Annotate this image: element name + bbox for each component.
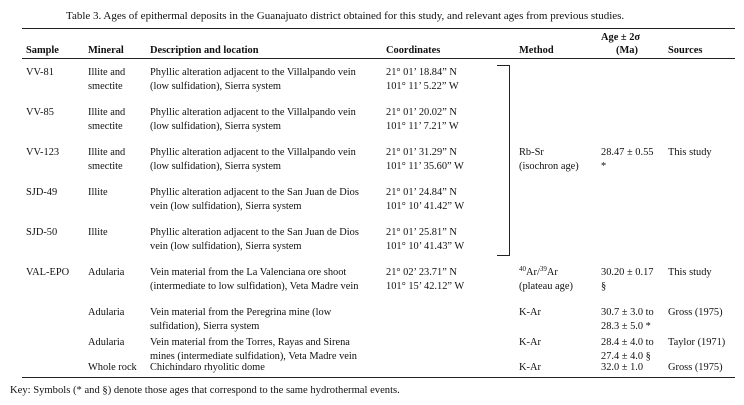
cell-coordinates: 21° 01’ 31.29” N [386,147,457,158]
header-age-unit: (Ma) [616,45,638,56]
cell-sample: SJD-50 [26,227,58,238]
cell-sample: VV-123 [26,147,60,158]
cell-coordinates: 101° 11’ 35.60” W [386,160,464,172]
cell-coordinates: 101° 15’ 42.12” W [386,280,465,292]
cell-description: Phyllic alteration adjacent to the San Juan de Dios [150,227,359,238]
header-rule [22,58,735,59]
cell-age: 28.4 ± 4.0 to [601,337,654,348]
cell-source: Taylor (1971) [668,337,726,348]
cell-mineral: Illite [88,227,108,238]
cell-method: (plateau age) [519,280,573,292]
cell-coordinates: 101° 11’ 7.21” W [386,120,459,132]
bracket-line [509,65,510,256]
cell-mineral: Adularia [88,337,125,348]
cell-age: § [601,280,607,292]
cell-source: Gross (1975) [668,362,723,373]
cell-description: Chichíndaro rhyolitic dome [150,362,265,373]
cell-description: vein (low sulfidation), Sierra system [150,200,302,212]
header-coordinates: Coordinates [386,45,441,56]
isotope-superscript: 40 [519,265,526,273]
cell-mineral: Illite and [88,107,126,118]
cell-mineral: Illite and [88,67,126,78]
cell-description: Vein material from the Torres, Rayas and Sirena [150,337,350,348]
method-text: Ar [546,267,558,278]
cell-age: 30.7 ± 3.0 to [601,307,654,318]
cell-coordinates: 101° 10’ 41.42” W [386,200,465,212]
cell-description: Phyllic alteration adjacent to the Villalpando vein [150,67,356,78]
cell-description: sulfidation), Sierra system [150,320,260,332]
cell-description: Phyllic alteration adjacent to the San Juan de Dios [150,187,359,198]
cell-mineral: Whole rock [88,362,137,373]
cell-method: K-Ar [519,362,541,373]
isotope-superscript: 39 [539,265,547,273]
cell-description: Phyllic alteration adjacent to the Villalpando vein [150,147,356,158]
cell-description: (low sulfidation), Sierra system [150,80,282,92]
header-method: Method [519,45,554,56]
cell-sample: VV-85 [26,107,54,118]
method-text: Ar/ [526,267,540,278]
cell-method [519,266,558,280]
cell-age: 27.4 ± 4.0 § [601,350,651,362]
cell-source: Gross (1975) [668,307,723,318]
header-sample: Sample [26,45,59,56]
cell-mineral: smectite [88,80,123,92]
cell-age: 32.0 ± 1.0 [601,362,644,373]
cell-coordinates: 21° 01’ 25.81” N [386,227,457,238]
cell-age: 30.20 ± 0.17 [601,267,654,278]
cell-mineral: Illite and [88,147,126,158]
cell-coordinates: 21° 01’ 20.02” N [386,107,457,118]
table-footnote: Key: Symbols (* and §) denote those ages that correspond to the same hydrothermal events. [10,385,400,396]
cell-age: 28.3 ± 5.0 * [601,320,651,332]
cell-age: 28.47 ± 0.55 [601,147,654,158]
header-description: Description and location [150,45,259,56]
cell-method: K-Ar [519,337,541,348]
cell-description: (intermediate to low sulfidation), Veta Madre vein [150,280,359,292]
cell-description: Vein material from the Peregrina mine (low [150,307,332,318]
cell-mineral: Adularia [88,307,125,318]
cell-description: Phyllic alteration adjacent to the Villalpando vein [150,107,356,118]
cell-sample: VV-81 [26,67,54,78]
cell-coordinates: 101° 10’ 41.43” W [386,240,465,252]
cell-description: Vein material from the La Valenciana ore shoot [150,267,347,278]
cell-description: mines (intermediate sulfidation), Veta Madre vein [150,350,357,362]
cell-coordinates: 21° 02’ 23.71” N [386,267,457,278]
cell-mineral: Adularia [88,267,125,278]
header-mineral: Mineral [88,45,124,56]
bottom-rule [22,377,735,378]
bracket-top [497,65,509,66]
cell-age: * [601,160,607,172]
cell-description: (low sulfidation), Sierra system [150,160,282,172]
cell-source: This study [668,147,712,158]
cell-mineral: Illite [88,187,108,198]
cell-coordinates: 21° 01’ 24.84” N [386,187,457,198]
header-age: Age ± 2σ [601,32,641,43]
top-rule [22,28,735,29]
table-caption: Table 3. Ages of epithermal deposits in the Guanajuato district obtained for this study, and relevant ages from previous studies. [66,10,625,22]
cell-mineral: smectite [88,160,123,172]
cell-source: This study [668,267,712,278]
bracket-bottom [497,255,509,256]
cell-coordinates: 21° 01’ 18.84” N [386,67,457,78]
cell-coordinates: 101° 11’ 5.22” W [386,80,459,92]
header-sources: Sources [668,45,703,56]
cell-description: vein (low sulfidation), Sierra system [150,240,302,252]
cell-description: (low sulfidation), Sierra system [150,120,282,132]
cell-method: Rb-Sr [519,147,544,158]
cell-mineral: smectite [88,120,123,132]
cell-sample: SJD-49 [26,187,58,198]
cell-sample: VAL-EPO [26,267,70,278]
cell-method: K-Ar [519,307,541,318]
cell-method: (isochron age) [519,160,579,172]
